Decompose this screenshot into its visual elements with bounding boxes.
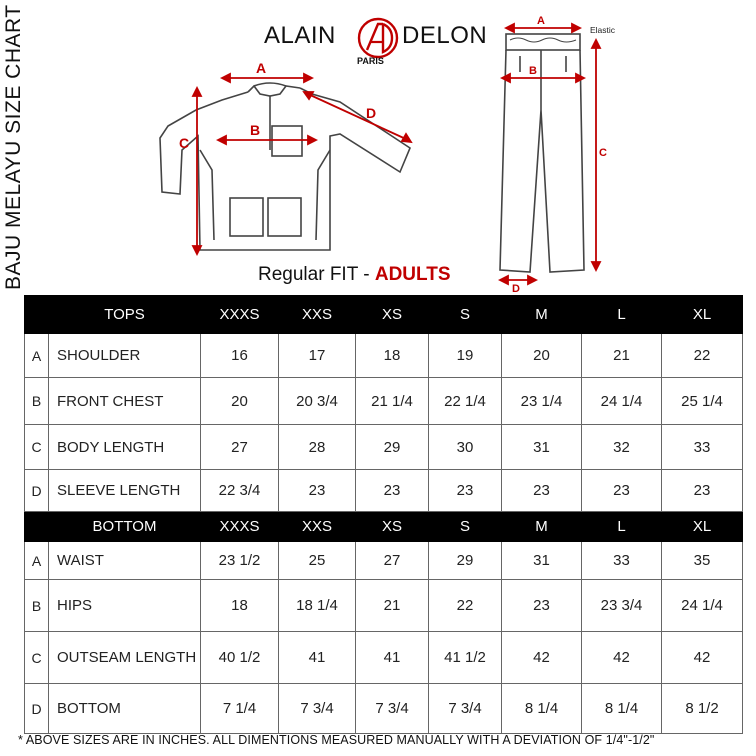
garment-diagrams [0,0,756,300]
pants-label-d: D [512,283,520,295]
table-cell: 40 1/2 [201,632,279,684]
table-cell: 41 [279,632,356,684]
fit-title [258,264,451,286]
pants-label-elastic: Elastic [590,25,616,35]
table-row [25,425,743,470]
size-col-header: XL [662,512,743,542]
table-cell: 20 [201,378,279,425]
table-cell: 29 [356,425,429,470]
size-col-header: M [502,512,582,542]
table-cell: 7 3/4 [356,684,429,734]
size-col-header: S [429,512,502,542]
brand-subtitle: PARIS [357,56,384,66]
tops-header-key [25,296,49,334]
pants-label-c: C [599,147,607,159]
size-col-header: M [502,296,582,334]
row-label: OUTSEAM LENGTH [49,632,201,684]
footnote: * ABOVE SIZES ARE IN INCHES. ALL DIMENTIONS MEASURED MANUALLY WITH A DEVIATION OF 1/4"-1/2" [18,733,655,747]
table-cell: 21 [356,580,429,632]
fit-title-prefix: Regular FIT - [258,264,375,285]
table-cell: 27 [201,425,279,470]
table-cell: 41 1/2 [429,632,502,684]
table-cell: 22 [429,580,502,632]
table-cell: 25 [279,542,356,580]
table-cell: 18 [356,334,429,378]
table-cell: 23 [279,470,356,512]
table-row [25,580,743,632]
size-col-header: XXXS [201,296,279,334]
table-cell: 23 [662,470,743,512]
row-label: WAIST [49,542,201,580]
table-cell: 21 [582,334,662,378]
size-col-header: XS [356,296,429,334]
table-cell: 32 [582,425,662,470]
table-row [25,632,743,684]
table-cell: 23 [356,470,429,512]
table-cell: 42 [502,632,582,684]
row-key: B [25,580,49,632]
table-cell: 23 [429,470,502,512]
table-cell: 20 3/4 [279,378,356,425]
table-cell: 33 [582,542,662,580]
bottom-header-key [25,512,49,542]
table-cell: 31 [502,425,582,470]
table-cell: 8 1/2 [662,684,743,734]
size-col-header: L [582,512,662,542]
table-cell: 30 [429,425,502,470]
row-key: C [25,632,49,684]
table-cell: 23 3/4 [582,580,662,632]
row-label: SHOULDER [49,334,201,378]
table-cell: 22 [662,334,743,378]
fit-title-emph: ADULTS [374,264,451,285]
table-cell: 33 [662,425,743,470]
table-cell: 35 [662,542,743,580]
size-col-header: XXS [279,512,356,542]
shirt-label-b: B [250,122,261,138]
row-label: HIPS [49,580,201,632]
table-row [25,470,743,512]
table-cell: 25 1/4 [662,378,743,425]
table-cell: 23 [502,580,582,632]
pants-diagram [500,34,584,272]
size-col-header: L [582,296,662,334]
shirt-label-c: C [179,135,190,151]
table-cell: 21 1/4 [356,378,429,425]
row-label: BOTTOM [49,684,201,734]
table-cell: 24 1/4 [662,580,743,632]
table-cell: 42 [582,632,662,684]
pants-measure-arrows [500,24,600,284]
shirt-label-a: A [256,60,267,76]
size-col-header: XXS [279,296,356,334]
brand-name-left: ALAIN [264,22,336,49]
table-cell: 16 [201,334,279,378]
size-chart-vertical-title: BAJU MELAYU SIZE CHART [2,4,25,290]
table-cell: 22 3/4 [201,470,279,512]
row-label: SLEEVE LENGTH [49,470,201,512]
row-key: D [25,470,49,512]
tops-header-label: TOPS [49,296,201,334]
table-cell: 20 [502,334,582,378]
table-cell: 23 [582,470,662,512]
size-col-header: XL [662,296,743,334]
shirt-label-d: D [366,105,377,121]
table-cell: 24 1/4 [582,378,662,425]
bottom-header-row [25,512,743,542]
size-col-header: XS [356,512,429,542]
tops-header-row [25,296,743,334]
table-cell: 7 3/4 [429,684,502,734]
bottom-header-label: BOTTOM [49,512,201,542]
table-row [25,684,743,734]
table-row [25,378,743,425]
table-row [25,542,743,580]
row-label: FRONT CHEST [49,378,201,425]
size-col-header: XXXS [201,512,279,542]
row-label: BODY LENGTH [49,425,201,470]
table-cell: 18 1/4 [279,580,356,632]
table-cell: 29 [429,542,502,580]
brand-name-right: DELON [402,22,488,49]
table-cell: 8 1/4 [582,684,662,734]
table-cell: 31 [502,542,582,580]
table-cell: 7 1/4 [201,684,279,734]
row-key: A [25,542,49,580]
pants-label-a: A [537,15,545,27]
table-cell: 23 [502,470,582,512]
table-cell: 28 [279,425,356,470]
table-cell: 41 [356,632,429,684]
table-cell: 23 1/4 [502,378,582,425]
table-cell: 23 1/2 [201,542,279,580]
table-row [25,334,743,378]
row-key: B [25,378,49,425]
row-key: D [25,684,49,734]
row-key: C [25,425,49,470]
table-cell: 19 [429,334,502,378]
table-cell: 17 [279,334,356,378]
row-key: A [25,334,49,378]
table-cell: 22 1/4 [429,378,502,425]
shirt-measure-arrows [193,74,411,254]
size-chart-table [24,295,743,734]
size-col-header: S [429,296,502,334]
pants-label-b: B [529,65,537,77]
table-cell: 27 [356,542,429,580]
table-cell: 42 [662,632,743,684]
table-cell: 18 [201,580,279,632]
table-cell: 8 1/4 [502,684,582,734]
table-cell: 7 3/4 [279,684,356,734]
